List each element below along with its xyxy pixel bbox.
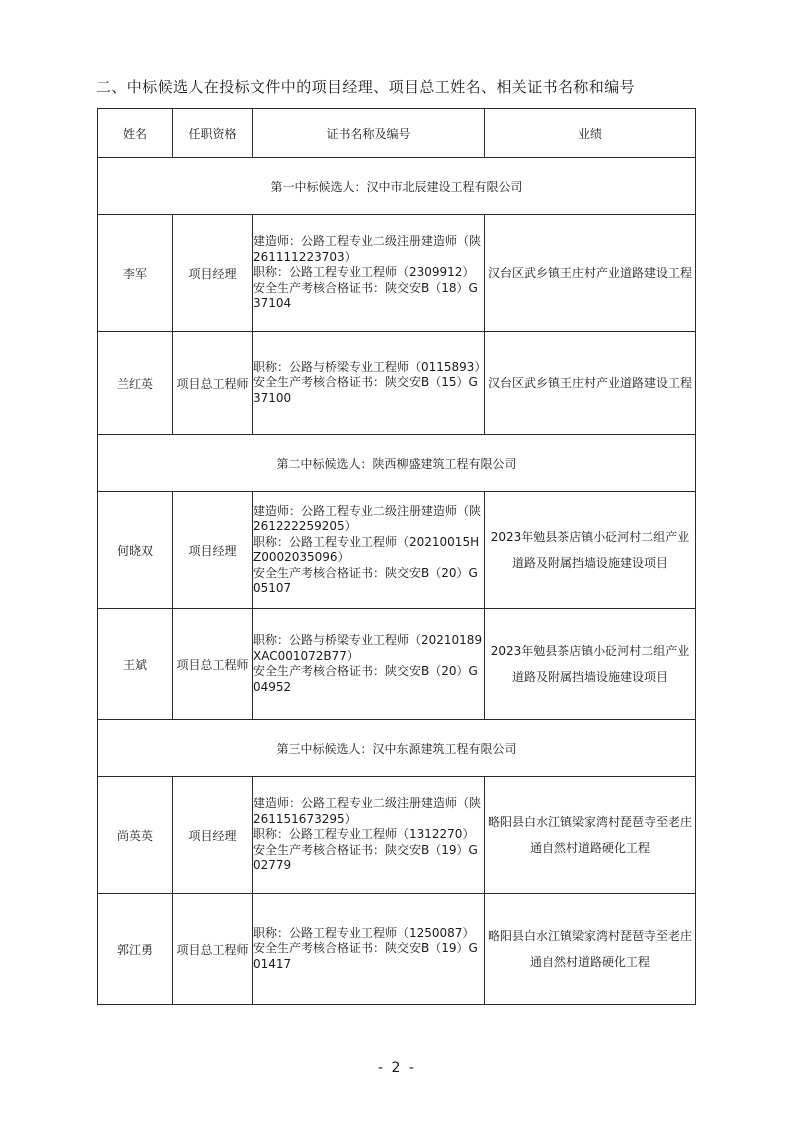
group-row [98, 158, 696, 215]
certificate-cell [253, 894, 485, 1005]
person-name: 尚英英 [98, 777, 173, 894]
performance-cell: 汉台区武乡镇王庄村产业道路建设工程 [485, 332, 696, 435]
page-number: - 2 - [378, 1060, 416, 1076]
certificate-line: 安全生产考核合格证书：陕交安B（19）G01417 [253, 941, 478, 971]
certificate-line: 职称：公路与桥梁专业工程师（20210189XAC001072B77） [253, 633, 483, 663]
certificate-line: 安全生产考核合格证书：陕交安B（20）G05107 [253, 565, 478, 595]
certificate-cell [253, 332, 485, 435]
group-row [98, 720, 696, 777]
person-name: 李军 [98, 215, 173, 332]
certificate-cell [253, 215, 485, 332]
header-performance: 业绩 [485, 109, 696, 158]
certificate-line: 安全生产考核合格证书：陕交安B（19）G02779 [253, 842, 478, 873]
section-heading: 二、中标候选人在投标文件中的项目经理、项目总工姓名、相关证书名称和编号 [96, 78, 636, 96]
group-title: 第一中标候选人：汉中市北辰建设工程有限公司 [98, 158, 696, 215]
person-role: 项目经理 [173, 777, 253, 894]
certificate-line: 职称：公路与桥梁专业工程师（0115893） [253, 359, 487, 374]
performance-cell: 2023年勉县茶店镇小砭河村二组产业道路及附属挡墙设施建设项目 [485, 492, 696, 609]
table-row [98, 215, 696, 332]
certificate-line: 职称：公路工程专业工程师（1250087） [253, 925, 475, 940]
group-row [98, 435, 696, 492]
header-certificate: 证书名称及编号 [253, 109, 485, 158]
table-row [98, 894, 696, 1005]
person-role: 项目总工程师 [173, 609, 253, 720]
performance-cell: 汉台区武乡镇王庄村产业道路建设工程 [485, 215, 696, 332]
person-name: 何晓双 [98, 492, 173, 609]
person-role: 项目经理 [173, 492, 253, 609]
header-name: 姓名 [98, 109, 173, 158]
certificate-cell [253, 609, 485, 720]
certificate-cell [253, 777, 485, 894]
person-role: 项目经理 [173, 215, 253, 332]
candidate-table [97, 108, 696, 1005]
certificate-line: 职称：公路工程专业工程师（1312270） [253, 827, 475, 842]
performance-cell: 略阳县白水江镇梁家湾村琵琶寺至老庄通自然村道路硬化工程 [485, 777, 696, 894]
certificate-line: 安全生产考核合格证书：陕交安B（18）G37104 [253, 280, 478, 311]
table-row [98, 777, 696, 894]
person-role: 项目总工程师 [173, 332, 253, 435]
certificate-line: 建造师：公路工程专业二级注册建造师（陕261222259205） [253, 503, 482, 533]
certificate-line: 职称：公路工程专业工程师（20210015HZ0002035096） [253, 534, 480, 564]
table-row [98, 332, 696, 435]
group-title: 第三中标候选人：汉中东源建筑工程有限公司 [98, 720, 696, 777]
performance-cell: 略阳县白水江镇梁家湾村琵琶寺至老庄通自然村道路硬化工程 [485, 894, 696, 1005]
header-row [98, 109, 696, 158]
header-qualification: 任职资格 [173, 109, 253, 158]
group-title: 第二中标候选人：陕西柳盛建筑工程有限公司 [98, 435, 696, 492]
performance-cell: 2023年勉县茶店镇小砭河村二组产业道路及附属挡墙设施建设项目 [485, 609, 696, 720]
table-row [98, 492, 696, 609]
person-name: 王斌 [98, 609, 173, 720]
certificate-line: 安全生产考核合格证书：陕交安B（15）G37100 [253, 375, 478, 405]
person-name: 郭江勇 [98, 894, 173, 1005]
certificate-line: 建造师：公路工程专业二级注册建造师（陕261151673295） [253, 796, 482, 826]
person-name: 兰红英 [98, 332, 173, 435]
table-row [98, 609, 696, 720]
certificate-line: 建造师：公路工程专业二级注册建造师（陕261111223703） [253, 234, 482, 264]
certificate-line: 职称：公路工程专业工程师（2309912） [253, 265, 475, 280]
certificate-line: 安全生产考核合格证书：陕交安B（20）G04952 [253, 664, 478, 694]
person-role: 项目总工程师 [173, 894, 253, 1005]
certificate-cell [253, 492, 485, 609]
